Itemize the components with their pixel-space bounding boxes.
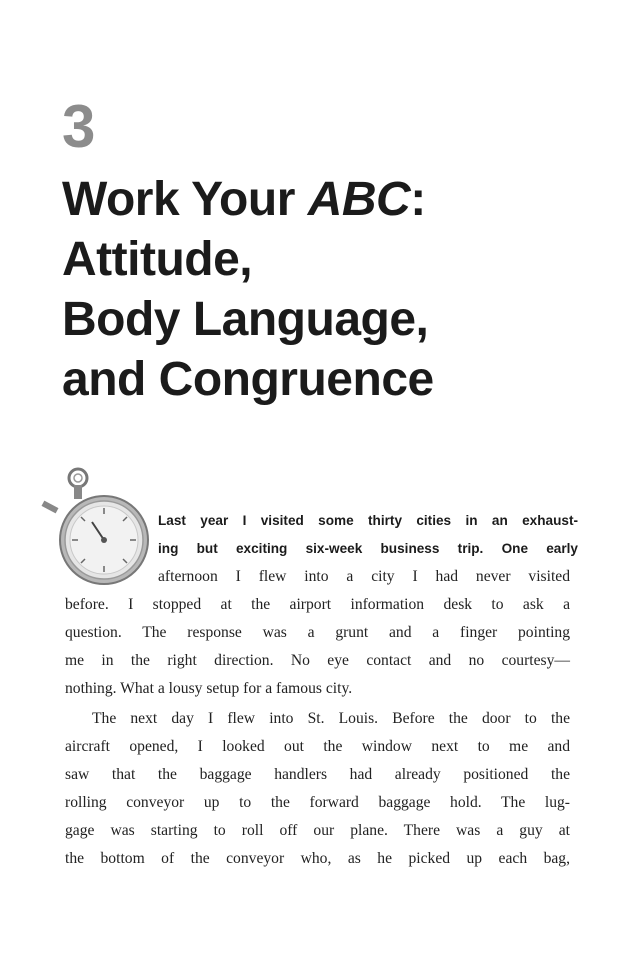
opening-lead-line: ing but exciting six-week business trip. One early bbox=[158, 541, 578, 556]
chapter-title-text: Work Your bbox=[62, 173, 308, 226]
paragraph-line: the bottom of the conveyor who, as he picked up each bag, bbox=[65, 850, 570, 867]
paragraph-line: question. The response was a grunt and a finger pointing bbox=[65, 624, 570, 641]
paragraph-line: saw that the baggage handlers had already positioned the bbox=[65, 766, 570, 783]
paragraph-line: afternoon I flew into a city I had never visited bbox=[158, 568, 570, 585]
paragraph-line: before. I stopped at the airport information desk to ask a bbox=[65, 596, 570, 613]
stopwatch-icon bbox=[40, 460, 160, 590]
opening-lead-line: Last year I visited some thirty cities in an exhaust- bbox=[158, 513, 578, 528]
paragraph-line: nothing. What a lousy setup for a famous city. bbox=[65, 680, 353, 697]
chapter-title bbox=[62, 170, 582, 410]
chapter-title-text: : bbox=[410, 173, 426, 226]
paragraph-line: aircraft opened, I looked out the window next to me and bbox=[65, 738, 570, 755]
chapter-title-line: Body Language, bbox=[62, 293, 429, 346]
paragraph-line: gage was starting to roll off our plane. There was a guy at bbox=[65, 822, 570, 839]
paragraph-line: me in the right direction. No eye contact and no courtesy— bbox=[65, 652, 570, 669]
paragraph-line: rolling conveyor up to the forward baggage hold. The lug- bbox=[65, 794, 570, 811]
chapter-title-line: Attitude, bbox=[62, 233, 253, 286]
chapter-title-line bbox=[62, 170, 582, 230]
chapter-title-emphasis: ABC bbox=[307, 173, 411, 226]
chapter-number: 3 bbox=[62, 93, 96, 160]
chapter-title-line: and Congruence bbox=[62, 353, 434, 406]
paragraph-line: The next day I flew into St. Louis. Before the door to the bbox=[92, 710, 570, 727]
